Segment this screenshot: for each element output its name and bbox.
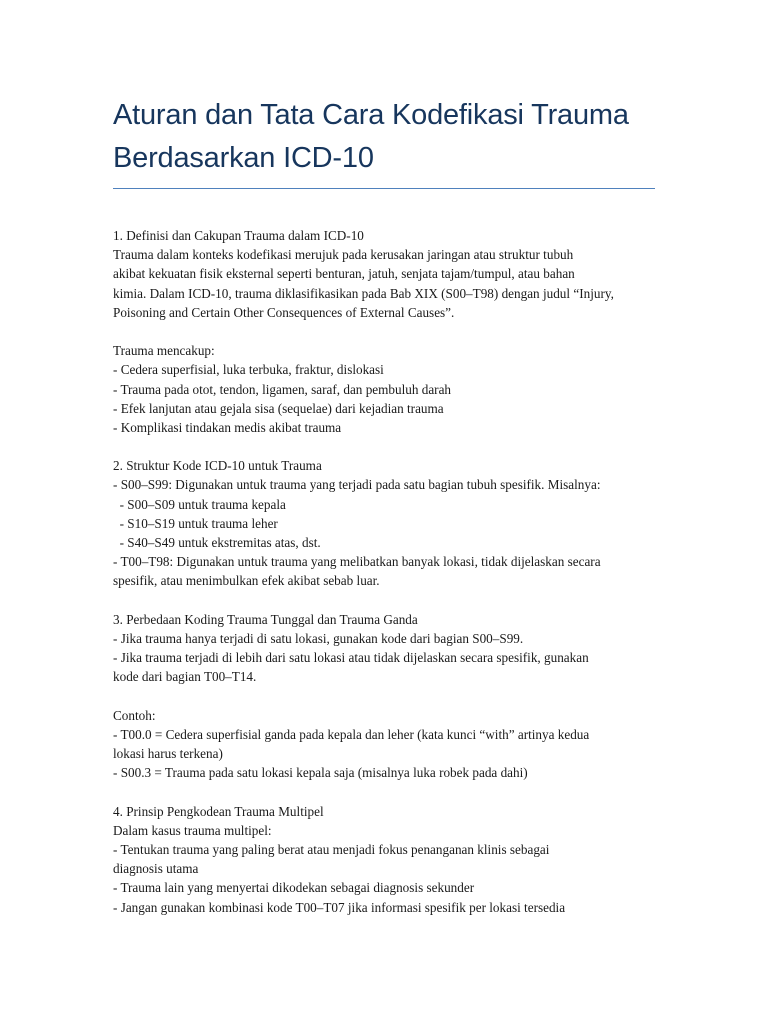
body-line: 3. Perbedaan Koding Trauma Tunggal dan Trauma Ganda: [113, 611, 418, 627]
body-line: - Cedera superfisial, luka terbuka, fraktur, dislokasi: [113, 362, 384, 378]
body-line: lokasi harus terkena): [113, 746, 223, 762]
paragraph-spacer: [113, 782, 655, 801]
body-line: - T00–T98: Digunakan untuk trauma yang melibatkan banyak lokasi, tidak dijelaskan secara: [113, 554, 601, 570]
body-line: Trauma dalam konteks kodefikasi merujuk pada kerusakan jaringan atau struktur tubuh: [113, 247, 574, 263]
page-title: [113, 94, 655, 180]
body-line: 2. Struktur Kode ICD-10 untuk Trauma: [113, 458, 322, 474]
body-line: - T00.0 = Cedera superfisial ganda pada kepala dan leher (kata kunci “with” artinya kedua: [113, 726, 590, 742]
paragraph-spacer: [113, 687, 655, 706]
body-line: - S00.3 = Trauma pada satu lokasi kepala saja (misalnya luka robek pada dahi): [113, 765, 528, 781]
body-line: - S00–S99: Digunakan untuk trauma yang terjadi pada satu bagian tubuh spesifik. Misalnya:: [113, 477, 601, 493]
body-line: - Tentukan trauma yang paling berat atau menjadi fokus penanganan klinis sebagai: [113, 842, 550, 857]
paragraph-spacer: [113, 437, 655, 456]
title-line: Berdasarkan ICD-10: [113, 142, 374, 174]
body-line: Trauma mencakup:: [113, 343, 215, 359]
body-line: - Trauma lain yang menyertai dikodekan sebagai diagnosis sekunder: [113, 880, 475, 896]
body-line: Dalam kasus trauma multipel:: [113, 822, 272, 838]
body-line: kode dari bagian T00–T14.: [113, 669, 257, 685]
body-line: Contoh:: [113, 707, 156, 723]
document-body: [113, 226, 655, 917]
body-line: - S00–S09 untuk trauma kepala: [113, 496, 286, 512]
body-line: - Jika trauma terjadi di lebih dari satu lokasi atau tidak dijelaskan secara spesifik, gunakan: [113, 650, 589, 666]
body-line: diagnosis utama: [113, 861, 199, 877]
paragraph-spacer: [113, 322, 655, 341]
body-line: kimia. Dalam ICD-10, trauma diklasifikasikan pada Bab XIX (S00–T98) dengan judul “Injury,: [113, 285, 614, 301]
body-line: - Jangan gunakan kombinasi kode T00–T07 jika informasi spesifik per lokasi tersedia: [113, 899, 566, 915]
body-line: Poisoning and Certain Other Consequences of External Causes”.: [113, 304, 455, 320]
body-line: - S40–S49 untuk ekstremitas atas, dst.: [113, 535, 321, 550]
body-line: - Komplikasi tindakan medis akibat trauma: [113, 419, 342, 435]
title-line: Aturan dan Tata Cara Kodefikasi Trauma: [113, 99, 629, 131]
body-line: spesifik, atau menimbulkan efek akibat sebab luar.: [113, 573, 380, 589]
body-line: - S10–S19 untuk trauma leher: [113, 515, 278, 531]
title-divider: [113, 188, 655, 189]
body-line: 1. Definisi dan Cakupan Trauma dalam ICD-10: [113, 228, 364, 243]
body-line: akibat kekuatan fisik eksternal seperti benturan, jatuh, senjata tajam/tumpul, atau bahan: [113, 266, 575, 282]
document-page: [113, 94, 655, 917]
body-line: 4. Prinsip Pengkodean Trauma Multipel: [113, 803, 324, 819]
body-line: - Efek lanjutan atau gejala sisa (sequelae) dari kejadian trauma: [113, 400, 444, 416]
body-line: - Trauma pada otot, tendon, ligamen, saraf, dan pembuluh darah: [113, 381, 452, 397]
paragraph-spacer: [113, 591, 655, 610]
body-line: - Jika trauma hanya terjadi di satu lokasi, gunakan kode dari bagian S00–S99.: [113, 630, 524, 646]
